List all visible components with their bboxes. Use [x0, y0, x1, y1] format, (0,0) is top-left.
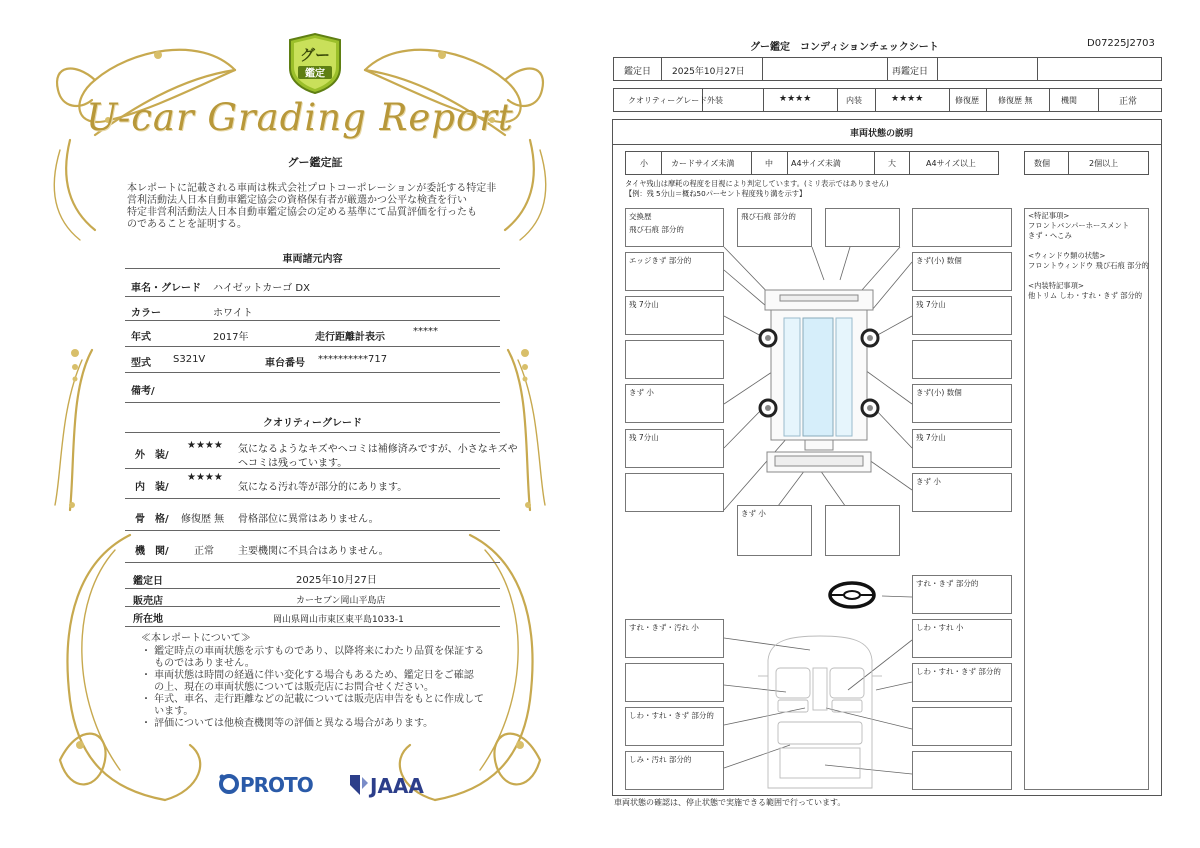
certificate-title: グー鑑定証 [287, 156, 343, 169]
annotation-text: 飛び石痕 部分的 [741, 212, 796, 221]
condition-title: 車両状態の説明 [850, 129, 914, 139]
divider [125, 626, 500, 627]
divider [125, 268, 500, 269]
exterior-label: 外装 [707, 96, 723, 105]
badge-bottom-text: 鑑定 [305, 68, 325, 80]
interior-label: 内装 [846, 96, 862, 105]
annotation-tire-rear-right [912, 429, 1012, 468]
repair-history-value: 修復歴 無 [998, 96, 1033, 105]
model-label: 型式 [131, 358, 151, 369]
shop-label: 販売店 [133, 596, 163, 607]
count-label: 数個 [1034, 159, 1050, 168]
annotation-interior-right-3 [912, 707, 1012, 746]
special-note-line: きず・へこみ [1028, 231, 1072, 240]
goo-appraisal-badge [286, 32, 344, 94]
divider [125, 296, 500, 297]
annotation-text: 残 7分山 [629, 300, 659, 309]
car-name-label: 車名・グレード [131, 283, 201, 294]
frame-value: 修復歴 無 [181, 514, 225, 525]
special-note-line: 他トリム しわ・すれ・きず 部分的 [1028, 291, 1143, 300]
annotation-top-1 [737, 208, 812, 247]
repair-history-label: 修復歴 [955, 96, 979, 105]
annotation-interior-left-3 [625, 707, 724, 746]
jaaa-logo [348, 773, 424, 798]
remarks-label: 備考/ [131, 386, 155, 397]
engine-value: 正常 [1119, 97, 1138, 107]
annotation-left-2 [625, 252, 724, 291]
proto-logo [218, 773, 313, 797]
divider [125, 498, 500, 499]
exterior-label: 外 装/ [135, 450, 169, 461]
jaaa-logo-text: JAAA [370, 774, 424, 798]
document-id: D07225J2703 [1087, 38, 1155, 49]
annotation-rear-2 [825, 505, 900, 556]
annotation-text: エッジきず 部分的 [629, 256, 692, 265]
size-mid-label: 中 [765, 159, 773, 168]
annotation-text: 残 7分山 [629, 433, 659, 442]
interior-label: 内 装/ [135, 482, 169, 493]
annotation-right-4 [912, 340, 1012, 379]
condition-check-sheet [600, 0, 1200, 848]
annotation-right-5 [912, 384, 1012, 423]
annotation-interior-right-4 [912, 751, 1012, 790]
annotation-text: 交換歴 [629, 212, 652, 221]
tire-note-2: 【例：残 5分山＝概ね50パーセント程度残り溝を示す】 [625, 189, 807, 198]
divider [125, 432, 500, 433]
annotation-text: すれ・きず 部分的 [916, 579, 979, 588]
note-line: ・ 鑑定時点の車両状態を示すものであり、以降将来にわたり品質を保証する [141, 646, 485, 657]
annotation-tire-front-left [625, 296, 724, 335]
mileage-label: 走行距離計表示 [315, 332, 385, 343]
annotation-top-3 [912, 208, 1012, 247]
engine-label: 機関 [1061, 96, 1077, 105]
jaaa-mark-icon [348, 773, 370, 797]
script-title: U-car Grading Report [86, 96, 514, 139]
date-label: 鑑定日 [624, 67, 652, 77]
annotation-tire-rear-left [625, 429, 724, 468]
statement-line: 営利活動法人日本自動車鑑定協会の資格保有者が厳選かつ公平な検査を行い [127, 195, 467, 206]
divider [125, 468, 500, 469]
annotation-text: きず 小 [916, 477, 941, 486]
interior-stars: ★★★★ [891, 94, 924, 104]
annotation-interior-left-4 [625, 751, 724, 790]
note-line: ・ 評価については他検査機関等の評価と異なる場合があります。 [141, 718, 434, 729]
annotation-interior-left-1 [625, 619, 724, 658]
special-note-line: フロントウィンドウ 飛び石痕 部分的 [1028, 261, 1149, 270]
size-small-text: カードサイズ未満 [671, 159, 735, 168]
date-value: 2025年10月27日 [672, 67, 745, 77]
annotation-front-left [625, 208, 724, 247]
tire-note-1: タイヤ残山は摩耗の程度を目視により判定しています。(ミリ表示ではありません) [625, 179, 889, 188]
size-large-label: 大 [888, 159, 896, 168]
count-text: 2個以上 [1089, 159, 1119, 168]
year-label: 年式 [131, 332, 151, 343]
notes-list [141, 646, 501, 730]
exterior-text-1: 気になるようなキズやヘコミは補修済みですが、小さなキズや [238, 444, 518, 455]
annotation-text: 残 7分山 [916, 433, 946, 442]
year-value: 2017年 [213, 332, 249, 343]
interior-stars: ★★★★ [187, 472, 223, 483]
address-label: 所在地 [133, 614, 163, 625]
special-note-line: <内装特記事項> [1028, 281, 1085, 290]
special-note-line: <特記事項> [1028, 211, 1070, 220]
proto-logo-text: PROTO [240, 773, 313, 797]
annotation-text: きず 小 [741, 509, 766, 518]
divider [125, 346, 500, 347]
annotation-text: きず 小 [629, 388, 654, 397]
statement-line: のであることを証明する。 [127, 219, 247, 230]
annotation-text: 残 7分山 [916, 300, 946, 309]
reinspect-label: 再鑑定日 [892, 67, 929, 77]
chassis-label: 車台番号 [265, 358, 305, 369]
divider [125, 320, 500, 321]
quality-title: クオリティーグレード [263, 418, 362, 429]
exterior-stars: ★★★★ [779, 94, 812, 104]
statement-line: 特定非営利活動法人日本自動車鑑定協会の定める基準にて品質評価を行ったも [127, 207, 477, 218]
annotation-left-5 [625, 384, 724, 423]
color-value: ホワイト [213, 308, 253, 319]
specs-title: 車両諸元内容 [282, 254, 343, 265]
divider [125, 562, 500, 563]
badge-top-text: グー [299, 46, 331, 64]
exterior-stars: ★★★★ [187, 440, 223, 451]
annotation-text: 飛び石痕 部分的 [629, 225, 684, 234]
statement-line: 本レポートに記載される車両は株式会社プロトコーポレーションが委託する特定非 [127, 183, 497, 194]
steering-wheel-icon [830, 583, 874, 607]
annotation-text: しわ・すれ・きず 部分的 [629, 711, 714, 720]
annotation-left-4 [625, 340, 724, 379]
note-line: ・ 年式、車名、走行距離などの記載については販売店申告をもとに作成して [141, 694, 484, 705]
notes-title: ≪本レポートについて≫ [141, 633, 251, 644]
engine-value: 正常 [194, 546, 214, 557]
shop-value: カーセブン岡山平島店 [296, 596, 386, 606]
divider [125, 372, 500, 373]
appraisal-date-label: 鑑定日 [133, 576, 163, 587]
annotation-text: きず(小) 数個 [916, 256, 962, 265]
annotation-tire-front-right [912, 296, 1012, 335]
note-line: ・ 車両状態は時間の経過に伴い変化する場合もあるため、鑑定日をご確認 [141, 670, 474, 681]
annotation-text: しみ・汚れ 部分的 [629, 755, 692, 764]
annotation-interior-left-2 [625, 663, 724, 702]
special-note-line: フロントバンパーホースメント [1028, 221, 1130, 230]
divider [125, 588, 500, 589]
quality-grade-label: クオリティーグレード [628, 96, 708, 105]
size-large-text: A4サイズ以上 [926, 159, 976, 168]
note-line: ものではありません。 [141, 658, 255, 669]
size-small-label: 小 [640, 159, 648, 168]
frame-text: 骨格部位に異常はありません。 [238, 514, 379, 525]
exterior-text-2: ヘコミは残っています。 [238, 458, 348, 469]
model-value: S321V [173, 354, 206, 365]
annotation-text: しわ・すれ 小 [916, 623, 964, 632]
annotation-right-7 [912, 473, 1012, 512]
appraisal-date-value: 2025年10月27日 [296, 575, 377, 586]
annotation-top-2 [825, 208, 900, 247]
frame-label: 骨 格/ [135, 514, 169, 525]
annotation-interior-right-1 [912, 619, 1012, 658]
proto-mark-icon [218, 773, 240, 795]
annotation-text: きず(小) 数個 [916, 388, 962, 397]
car-name-value: ハイゼットカーゴ DX [213, 283, 310, 294]
special-notes-panel [1024, 208, 1149, 790]
size-mid-text: A4サイズ未満 [791, 159, 841, 168]
engine-text: 主要機関に不具合はありません。 [238, 546, 389, 557]
special-note-line [1028, 241, 1145, 251]
address-value: 岡山県岡山市東区東平島1033-1 [273, 615, 404, 625]
note-line: の上、現在の車両状態については販売店にお問合せください。 [141, 682, 434, 693]
note-line: います。 [141, 706, 194, 717]
mileage-value: ***** [413, 326, 438, 337]
divider [125, 530, 500, 531]
divider [125, 606, 500, 607]
certificate-statement [127, 183, 497, 231]
sheet-footer-note: 車両状態の確認は、停止状態で実施できる範囲で行っています。 [614, 798, 846, 807]
annotation-interior-right-2 [912, 663, 1012, 702]
engine-label: 機 関/ [135, 546, 169, 557]
color-label: カラー [131, 308, 161, 319]
annotation-rear-1 [737, 505, 812, 556]
special-note-line [1028, 271, 1145, 281]
sheet-title: グー鑑定 コンディションチェックシート [750, 42, 939, 53]
annotation-right-2 [912, 252, 1012, 291]
annotation-text: しわ・すれ・きず 部分的 [916, 667, 1001, 676]
chassis-value: **********717 [318, 354, 388, 365]
annotation-text: すれ・きず・汚れ 小 [629, 623, 699, 632]
annotation-steering [912, 575, 1012, 614]
annotation-left-7 [625, 473, 724, 512]
interior-text: 気になる汚れ等が部分的にあります。 [238, 482, 408, 493]
divider [125, 402, 500, 403]
special-note-line: <ウィンドウ類の状態> [1028, 251, 1106, 260]
